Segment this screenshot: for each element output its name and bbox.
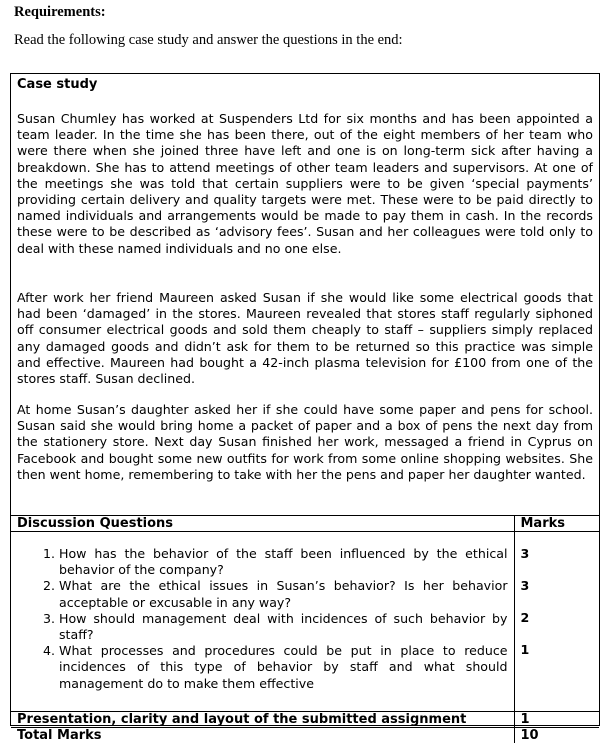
questions-row — [11, 532, 599, 712]
total-marks: 10 — [514, 728, 599, 743]
presentation-label: Presentation, clarity and layout of the submitted assignment — [11, 712, 514, 728]
presentation-row — [11, 712, 599, 728]
question-marks: 3 — [521, 546, 594, 578]
marks-list — [521, 546, 594, 674]
questions-cell — [11, 532, 514, 712]
question-item: 4. What processes and procedures could be put in place to reduce incidences of this type of behavior by staff and what should management do to make them effective — [59, 643, 508, 692]
question-item: 3. How should management deal with incidences of such behavior by staff? — [59, 611, 508, 643]
total-label: Total Marks — [11, 728, 514, 743]
marks-cell — [514, 532, 599, 712]
case-study-paragraph: After work her friend Maureen asked Susan if she would like some electrical goods that had been ‘damaged’ in the stores. Maureen revealed that stores staff regularly siphoned off consumer electrical goods and sold them cheaply to staff – suppliers simply replaced any damaged goods and didn’t ask for them to be returned so this practice was simple and effective. Maureen had bought a 42-inch plasma television for £100 from one of the stores staff. Susan declined. — [17, 290, 593, 387]
question-marks: 3 — [521, 578, 594, 610]
requirements-instruction: Read the following case study and answer the questions in the end: — [14, 32, 403, 49]
presentation-marks: 1 — [514, 712, 599, 728]
question-marks: 2 — [521, 610, 594, 642]
case-study-paragraph: At home Susan’s daughter asked her if she could have some paper and pens for school. Susan said she would bring home a packet of paper and a box of pens the next day from the stationery store. Next day Susan finished her work, messaged a friend in Cyprus on Facebook and bought some new outfits for work from some online shopping websites. She then went home, remembering to take with her the pens and paper her daughter wanted. — [17, 402, 593, 483]
question-item: 1. How has the behavior of the staff been influenced by the ethical behavior of the company? — [59, 546, 508, 578]
requirements-heading: Requirements: — [14, 4, 106, 21]
case-study-title: Case study — [17, 77, 97, 93]
assignment-box — [10, 73, 600, 726]
question-marks: 1 — [521, 642, 594, 674]
case-study-paragraph: Susan Chumley has worked at Suspenders Ltd for six months and has been appointed a team leader. In the time she has been there, out of the eight members of her team who were there when she joined three have left and one is on long-term sick after having a breakdown. She has to attend meetings of other team leaders and supervisors. At one of the meetings she was told that certain suppliers were to be given ‘special payments’ providing certain delivery and quality targets were met. These were to be paid directly to named individuals and arrangements would be made to pay them in cash. In the records these were to be described as ‘advisory fees’. Susan and her colleagues were told only to deal with these named individuals and no one else. — [17, 111, 593, 257]
question-list — [17, 546, 508, 692]
discussion-header: Discussion Questions — [11, 516, 514, 532]
question-item: 2. What are the ethical issues in Susan’s behavior? Is her behavior acceptable or excusable in any way? — [59, 578, 508, 610]
discussion-table — [11, 515, 599, 743]
marks-header: Marks — [514, 516, 599, 532]
discussion-header-row — [11, 516, 599, 532]
total-row — [11, 728, 599, 743]
